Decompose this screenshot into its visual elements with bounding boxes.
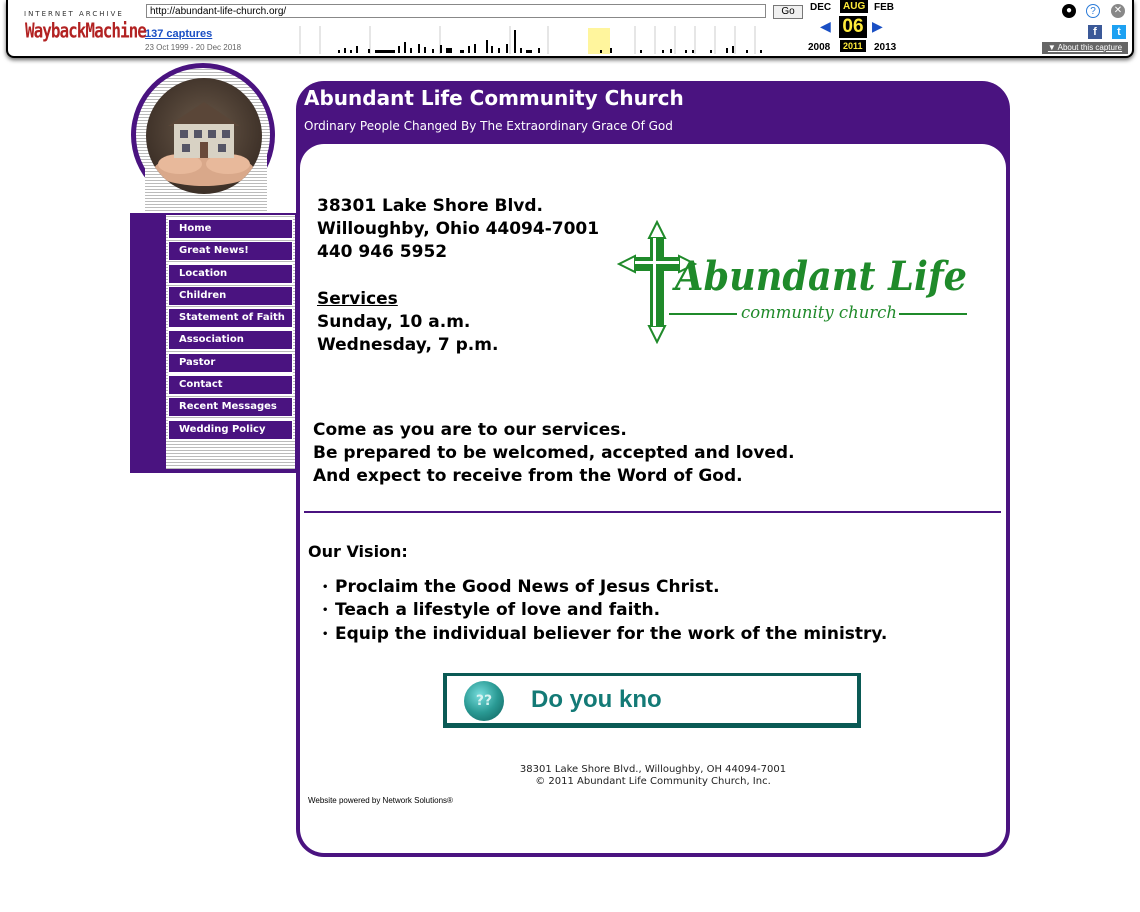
current-day: 06 [839, 16, 867, 38]
brand-logo-subtitle: community church [741, 303, 897, 323]
footer-copyright: © 2011 Abundant Life Community Church, Inc. [535, 776, 771, 787]
next-capture-arrow-icon[interactable]: ▶ [872, 19, 883, 35]
site-title: Abundant Life Community Church [304, 86, 684, 110]
main-nav [168, 219, 293, 442]
vision-item: • Proclaim the Good News of Jesus Christ. [335, 577, 887, 600]
capture-histogram[interactable] [290, 26, 780, 54]
current-year: 2011 [840, 40, 866, 52]
prev-year-link[interactable]: 2008 [808, 42, 831, 53]
nav-pastor[interactable]: Pastor [168, 353, 293, 373]
church-cross-logo [617, 220, 973, 344]
go-button[interactable]: Go [773, 5, 803, 19]
vision-heading: Our Vision: [308, 542, 408, 561]
service-sunday: Sunday, 10 a.m. [317, 312, 471, 332]
about-capture-link[interactable]: ▼ About this capture [1042, 42, 1128, 54]
next-year-link[interactable]: 2013 [874, 42, 897, 53]
next-month-link[interactable]: FEB [874, 2, 894, 13]
vision-item: • Teach a lifestyle of love and faith. [335, 600, 887, 623]
footer-address: 38301 Lake Shore Blvd., Willoughby, OH 44094-7001 [519, 764, 787, 775]
phone-number: 440 946 5952 [317, 242, 448, 262]
nav-recent-messages[interactable]: Recent Messages [168, 397, 293, 417]
vision-item: • Equip the individual believer for the work of the ministry. [335, 624, 887, 647]
house-icon [146, 78, 262, 194]
prev-capture-arrow-icon[interactable]: ◀ [820, 19, 831, 35]
site-tagline: Ordinary People Changed By The Extraordinary Grace Of God [304, 119, 673, 133]
question-orb-icon: ?? [464, 681, 504, 721]
house-in-hands-image [146, 78, 262, 194]
banner-inner [447, 676, 857, 723]
banner-text: Do you kno [531, 686, 662, 713]
prev-month-link[interactable]: DEC [810, 2, 832, 13]
address-city: Willoughby, Ohio 44094-7001 [317, 219, 600, 239]
help-icon[interactable]: ? [1086, 4, 1100, 18]
close-icon[interactable]: ✕ [1111, 4, 1125, 18]
twitter-icon[interactable]: t [1112, 25, 1126, 39]
section-divider [304, 511, 1001, 513]
wayback-logo-caption: INTERNET ARCHIVE [24, 10, 124, 18]
url-input[interactable]: http://abundant-life-church.org/ [146, 4, 766, 18]
brand-logo-name: Abundant Life [671, 253, 967, 300]
welcome-line-3: And expect to receive from the Word of God. [313, 466, 743, 486]
user-icon[interactable]: ● [1062, 4, 1076, 18]
nav-association[interactable]: Association [168, 330, 293, 350]
nav-great-news[interactable]: Great News! [168, 241, 293, 261]
powered-by-link[interactable]: Website powered by Network Solutions® [308, 796, 453, 805]
services-heading: Services [317, 289, 398, 309]
nav-contact[interactable]: Contact [168, 375, 293, 395]
do-you-know-banner[interactable] [443, 673, 861, 728]
current-month: AUG [840, 0, 868, 13]
nav-location[interactable]: Location [168, 264, 293, 284]
welcome-line-2: Be prepared to be welcomed, accepted and loved. [313, 443, 795, 463]
nav-home[interactable]: Home [168, 219, 293, 239]
service-wednesday: Wednesday, 7 p.m. [317, 335, 499, 355]
welcome-line-1: Come as you are to our services. [313, 420, 627, 440]
wayback-toolbar [6, 0, 1134, 58]
captures-link[interactable]: 137 captures [145, 28, 213, 40]
vision-list [335, 577, 887, 647]
wayback-logo[interactable]: WaybackMachine [25, 18, 146, 43]
nav-statement-of-faith[interactable]: Statement of Faith [168, 308, 293, 328]
facebook-icon[interactable]: f [1088, 25, 1102, 39]
nav-children[interactable]: Children [168, 286, 293, 306]
address-street: 38301 Lake Shore Blvd. [317, 196, 544, 216]
capture-date-range: 23 Oct 1999 - 20 Dec 2018 [145, 43, 242, 52]
nav-wedding-policy[interactable]: Wedding Policy [168, 420, 293, 440]
